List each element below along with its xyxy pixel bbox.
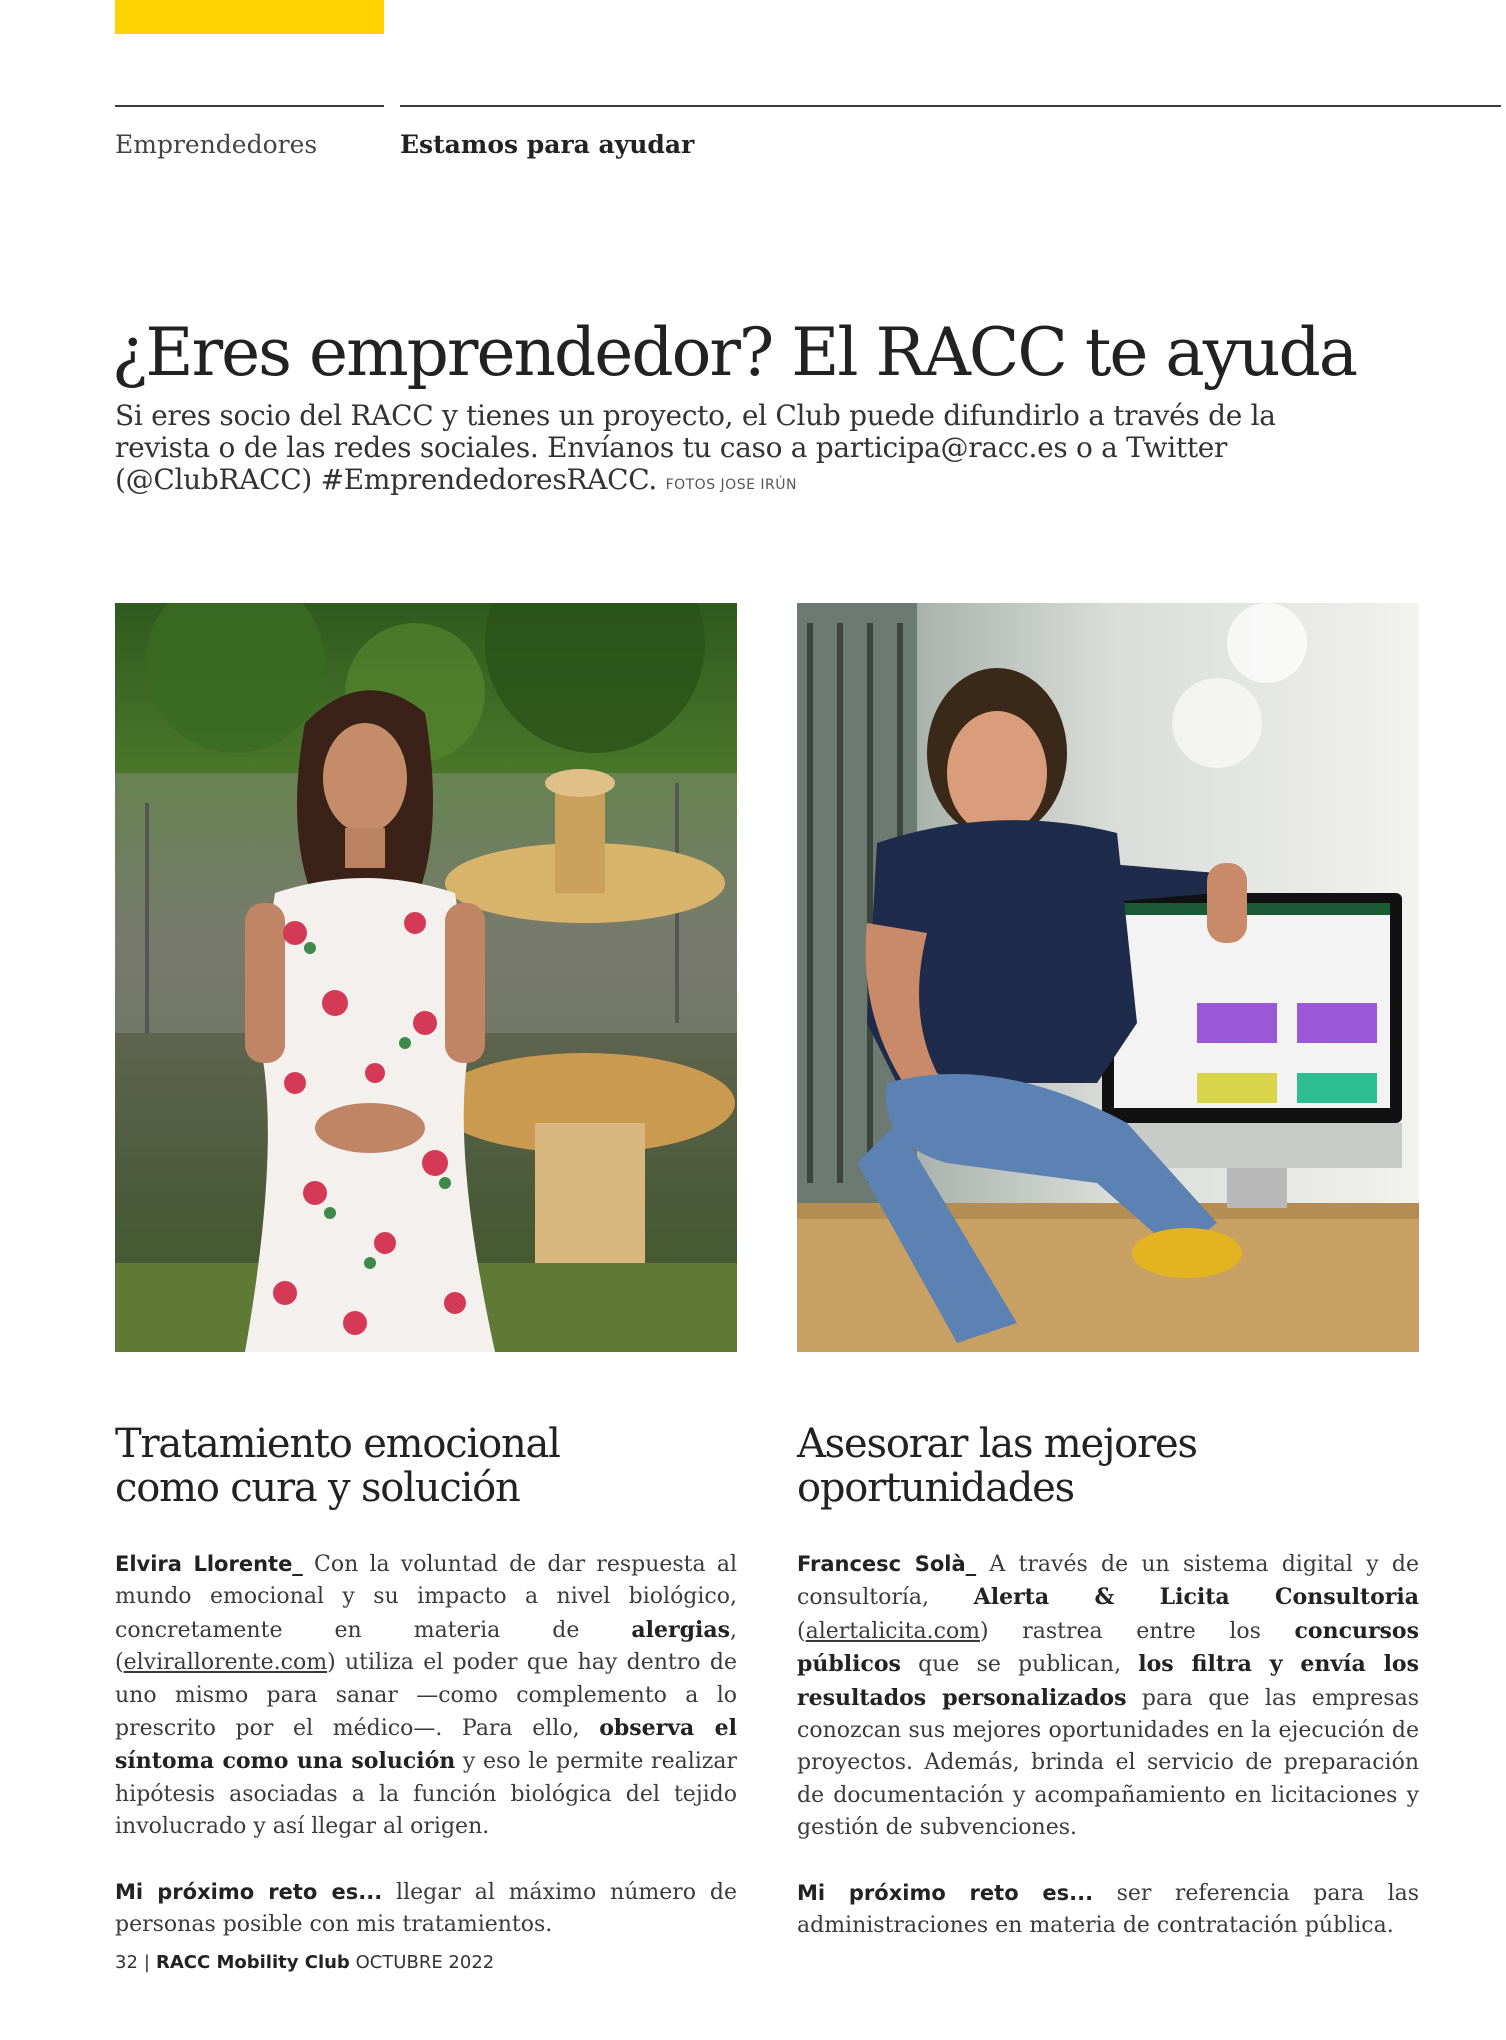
photo-credit: FOTOS JOSE IRÚN	[665, 477, 797, 493]
header-rule-left	[115, 105, 384, 107]
author-name: Francesc Solà_	[797, 1552, 977, 1576]
author-name: Elvira Llorente_	[115, 1552, 303, 1576]
magazine-brand: RACC Mobility Club	[155, 1952, 350, 1973]
subsection-label: Estamos para ayudar	[400, 130, 695, 159]
issue-date: OCTUBRE 2022	[355, 1952, 495, 1973]
article-body: Elvira Llorente_ Con la voluntad de dar respuesta al mundo emocional y su impacto a nivel biológico, concretamente en materia de alergias, (elvirallorente.com) utiliza el poder que hay dentro de uno mismo para sanar —como complemento a lo prescrito por el médico—. Para ello, observa el síntoma como una solución y eso le permite realizar hipótesis asociadas a la función biológica del tejido involucrado y así llegar al origen.	[115, 1552, 737, 1840]
page-number: 32	[115, 1952, 138, 1973]
challenge-label: Mi próximo reto es...	[115, 1879, 383, 1904]
next-challenge: Mi próximo reto es... ser referencia para las administraciones en materia de contratación pública.	[797, 1880, 1420, 1939]
article-title: Asesorar las mejores oportunidades	[797, 1421, 1197, 1511]
article-body: Francesc Solà_ A través de un sistema digital y de consultoría, Alerta & Licita Consultoria (alertalicita.com) rastrea entre los concursos públicos que se publican, los filtra y envía los resultados personalizados para que las empresas conozcan sus mejores oportunidades en la ejecución de proyectos. Además, brinda el servicio de preparación de documentación y acompañamiento en licitaciones y gestión de subvenciones.	[797, 1552, 1419, 1841]
page-headline: ¿Eres emprendedor? El RACC te ayuda	[112, 314, 1357, 391]
article-francesc	[797, 1422, 1419, 1942]
intro-paragraph	[115, 400, 1335, 501]
website-link[interactable]: elvirallorente.com	[123, 1650, 328, 1676]
yellow-accent-tab	[115, 0, 384, 34]
photo-elvira-llorente	[115, 603, 737, 1352]
footer-separator: |	[143, 1952, 150, 1973]
challenge-label: Mi próximo reto es...	[797, 1880, 1094, 1905]
intro-text: Si eres socio del RACC y tienes un proyecto, el Club puede difundirlo a través de la revista o de las redes sociales. Envíanos tu caso a participa@racc.es o a Twitter (@ClubRACC) #EmprendedoresRACC.	[115, 399, 1276, 496]
header-rule-right	[400, 105, 1501, 107]
page-footer	[115, 1952, 494, 1973]
article-title: Tratamiento emocional como cura y solución	[115, 1421, 560, 1511]
photo-francesc-sola	[797, 603, 1419, 1352]
next-challenge: Mi próximo reto es... llegar al máximo número de personas posible con mis tratamientos.	[115, 1879, 737, 1938]
article-elvira	[115, 1422, 737, 1941]
section-label: Emprendedores	[115, 130, 318, 159]
website-link[interactable]: alertalicita.com	[805, 1618, 981, 1644]
